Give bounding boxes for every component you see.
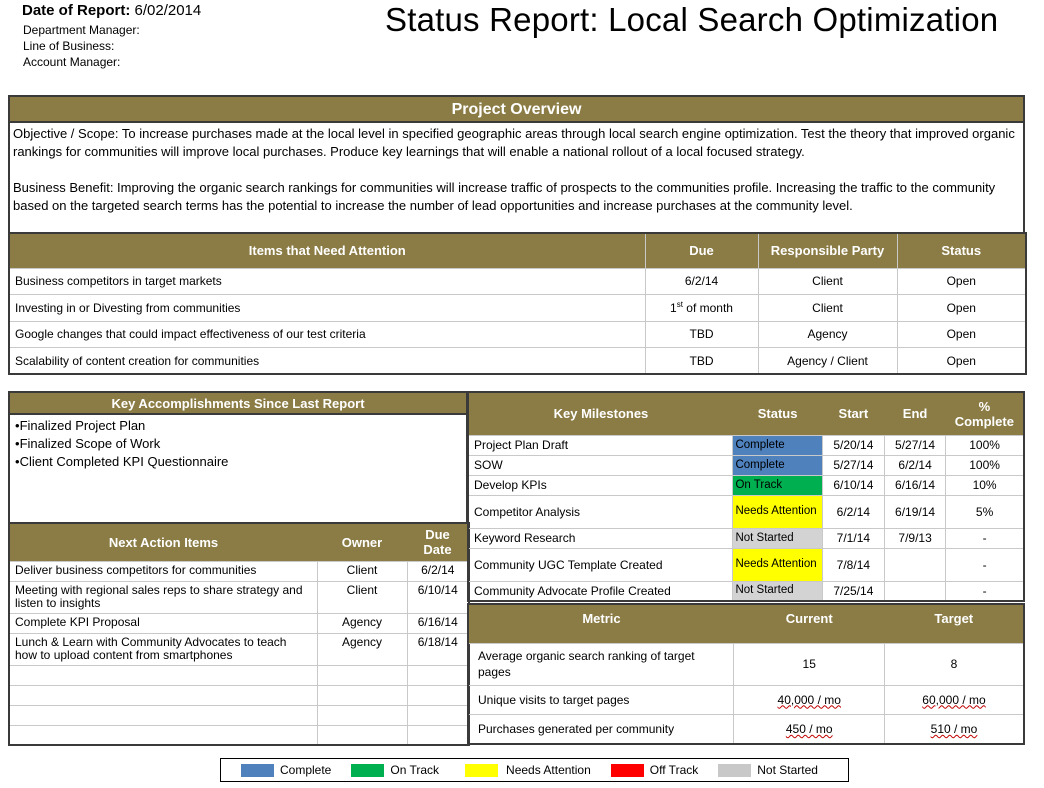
table-row	[9, 321, 1026, 348]
legend-item-not-started	[718, 763, 818, 777]
milestone-start: 6/10/14	[822, 475, 884, 495]
table-row	[468, 475, 1024, 495]
objective-scope-text: Objective / Scope: To increase purchases made at the local level in specified geographic areas through local search engine optimization. Test the theory that improved organic rankings for communities will improve local purchases. Produce key learnings that will enable a national rollout of a local focused strategy.	[13, 126, 1015, 159]
next-actions-table	[8, 522, 470, 746]
table-row	[468, 528, 1024, 548]
action-due	[407, 725, 469, 745]
attention-header-item: Items that Need Attention	[9, 233, 645, 268]
legend-item-complete	[241, 763, 331, 777]
metric-current-value: 40,000 / mo	[777, 692, 841, 707]
metric-target: 8	[884, 643, 1024, 685]
table-row	[468, 714, 1024, 744]
milestones-header-start: Start	[838, 406, 869, 422]
milestone-end: 6/19/14	[884, 495, 945, 528]
list-item: • Client Completed KPI Questionnaire	[15, 453, 466, 471]
action-owner	[317, 705, 407, 725]
attention-party: Agency / Client	[758, 348, 897, 375]
attention-header-status: Status	[897, 233, 1026, 268]
action-due	[407, 705, 469, 725]
table-row	[468, 685, 1024, 714]
action-owner: Agency	[317, 633, 407, 665]
milestone-percent: 5%	[946, 495, 1024, 528]
due-number: 1	[670, 301, 677, 316]
metric-target	[884, 685, 1024, 714]
status-legend	[220, 758, 849, 782]
metric-name: Purchases generated per community	[468, 714, 734, 744]
table-row	[9, 581, 469, 613]
action-item	[9, 725, 317, 745]
legend-swatch	[351, 764, 384, 777]
milestone-start: 7/1/14	[822, 528, 884, 548]
actions-header-row	[9, 523, 469, 561]
legend-label: On Track	[390, 763, 440, 777]
milestone-status: Not Started	[733, 581, 822, 601]
action-item: Deliver business competitors for communities	[9, 561, 317, 581]
attention-item: Scalability of content creation for communities	[9, 348, 645, 375]
action-owner	[317, 685, 407, 705]
milestone-start: 6/2/14	[822, 495, 884, 528]
table-row	[468, 435, 1024, 455]
attention-header-row	[9, 233, 1026, 268]
action-due	[407, 665, 469, 685]
milestone-end	[884, 548, 945, 581]
action-item	[9, 665, 317, 685]
action-due: 6/16/14	[407, 613, 469, 633]
table-row	[468, 581, 1024, 601]
attention-item: Investing in or Divesting from communities	[9, 295, 645, 322]
table-row	[468, 548, 1024, 581]
legend-label: Needs Attention	[506, 763, 591, 777]
milestone-name: Community UGC Template Created	[468, 548, 733, 581]
attention-party: Client	[758, 268, 897, 295]
action-item	[9, 685, 317, 705]
line-of-business-label: Line of Business:	[23, 39, 115, 53]
attention-status: Open	[897, 295, 1026, 322]
metrics-header-metric: Metric	[582, 611, 621, 626]
project-overview-panel	[8, 95, 1025, 236]
legend-swatch	[465, 764, 498, 777]
milestone-status: Not Started	[733, 528, 822, 548]
milestone-status: Needs Attention	[733, 548, 822, 581]
attention-due: 6/2/14	[645, 268, 758, 295]
accomplishments-list	[10, 417, 466, 471]
action-due	[407, 685, 469, 705]
metric-name: Average organic search ranking of target pages	[468, 643, 734, 685]
metric-current	[734, 685, 885, 714]
metric-current-value: 450 / mo	[785, 721, 833, 736]
milestone-name: SOW	[468, 455, 733, 475]
metric-current	[734, 714, 885, 744]
actions-header-due: Due Date	[423, 527, 452, 558]
metrics-table	[467, 603, 1025, 745]
action-due: 6/10/14	[407, 581, 469, 613]
milestone-percent: -	[946, 528, 1024, 548]
legend-swatch	[611, 764, 644, 777]
milestone-name: Develop KPIs	[468, 475, 733, 495]
action-owner	[317, 725, 407, 745]
milestone-percent: -	[946, 548, 1024, 581]
table-row	[9, 348, 1026, 375]
milestone-start: 7/25/14	[822, 581, 884, 601]
report-date	[22, 2, 201, 20]
milestone-status: Needs Attention	[733, 495, 822, 528]
action-owner: Client	[317, 581, 407, 613]
legend-swatch	[241, 764, 274, 777]
legend-label: Complete	[280, 763, 332, 777]
attention-due	[645, 295, 758, 322]
list-item: • Finalized Scope of Work	[15, 435, 466, 453]
list-item: • Finalized Project Plan	[15, 417, 466, 435]
action-due: 6/18/14	[407, 633, 469, 665]
due-superscript: st	[676, 300, 683, 310]
report-date-value: 6/02/2014	[134, 2, 202, 19]
table-row	[468, 643, 1024, 685]
action-item: Meeting with regional sales reps to share strategy and listen to insights	[9, 581, 317, 613]
table-row	[468, 455, 1024, 475]
legend-item-off-track	[611, 763, 698, 777]
table-row	[9, 725, 469, 745]
metrics-header-current: Current	[785, 611, 833, 626]
actions-header-item: Next Action Items	[108, 534, 219, 550]
project-overview-heading: Project Overview	[10, 97, 1023, 123]
milestone-end: 7/9/13	[884, 528, 945, 548]
table-row	[9, 665, 469, 685]
attention-party: Client	[758, 295, 897, 322]
legend-label: Off Track	[649, 763, 699, 777]
table-row	[9, 685, 469, 705]
milestones-header-status: Status	[757, 406, 798, 422]
legend-item-on-track	[351, 763, 439, 777]
attention-header-party: Responsible Party	[758, 233, 897, 268]
table-row	[9, 561, 469, 581]
attention-due: TBD	[645, 321, 758, 348]
accomplishments-panel	[8, 391, 468, 524]
due-rest: of month	[682, 301, 733, 316]
milestone-end: 6/16/14	[884, 475, 945, 495]
milestone-percent: 100%	[946, 455, 1024, 475]
milestone-name: Keyword Research	[468, 528, 733, 548]
metric-current: 15	[734, 643, 885, 685]
milestones-table	[467, 391, 1025, 602]
action-owner: Agency	[317, 613, 407, 633]
milestone-name: Project Plan Draft	[468, 435, 733, 455]
milestones-header-end: End	[902, 406, 928, 422]
milestone-percent: 100%	[946, 435, 1024, 455]
milestone-name: Community Advocate Profile Created	[468, 581, 733, 601]
action-item: Complete KPI Proposal	[9, 613, 317, 633]
attention-item: Business competitors in target markets	[9, 268, 645, 295]
attention-status: Open	[897, 321, 1026, 348]
project-overview-body	[10, 123, 1023, 234]
table-row	[468, 495, 1024, 528]
account-manager-label: Account Manager:	[23, 55, 121, 69]
milestone-status: On Track	[733, 475, 822, 495]
action-item: Lunch & Learn with Community Advocates to teach how to upload content from smartphones	[9, 633, 317, 665]
milestone-start: 7/8/14	[822, 548, 884, 581]
legend-swatch	[718, 764, 751, 777]
milestone-percent: -	[946, 581, 1024, 601]
attention-table	[8, 232, 1027, 375]
attention-party: Agency	[758, 321, 897, 348]
legend-item-needs-attention	[465, 763, 591, 777]
attention-item: Google changes that could impact effectiveness of our test criteria	[9, 321, 645, 348]
metric-target-value: 510 / mo	[930, 721, 978, 736]
milestone-end: 6/2/14	[884, 455, 945, 475]
table-row	[9, 268, 1026, 295]
metric-target-value: 60,000 / mo	[922, 692, 986, 707]
milestone-start: 5/20/14	[822, 435, 884, 455]
table-row	[9, 295, 1026, 322]
action-due: 6/2/14	[407, 561, 469, 581]
milestone-status: Complete	[733, 455, 822, 475]
department-manager-label: Department Manager:	[23, 23, 140, 37]
table-row	[9, 633, 469, 665]
milestone-end: 5/27/14	[884, 435, 945, 455]
accomplishments-heading: Key Accomplishments Since Last Report	[10, 393, 466, 415]
metrics-header-row	[468, 604, 1024, 643]
action-owner: Client	[317, 561, 407, 581]
milestone-end	[884, 581, 945, 601]
milestone-name: Competitor Analysis	[468, 495, 733, 528]
attention-status: Open	[897, 348, 1026, 375]
table-row	[9, 705, 469, 725]
table-row	[9, 613, 469, 633]
milestones-header-name: Key Milestones	[553, 406, 649, 422]
business-benefit-text: Business Benefit: Improving the organic search rankings for communities will increase traffic of prospects to the communities profile. Increasing the traffic to the community based on the targeted search terms has the potential to increase the number of lead opportunities and increase purchases at the community level.	[13, 180, 996, 213]
metric-name: Unique visits to target pages	[468, 685, 734, 714]
actions-header-owner: Owner	[341, 534, 383, 550]
page-title: Status Report: Local Search Optimization	[385, 1, 999, 38]
metric-target	[884, 714, 1024, 744]
attention-header-due: Due	[645, 233, 758, 268]
attention-due: TBD	[645, 348, 758, 375]
milestone-start: 5/27/14	[822, 455, 884, 475]
metrics-header-target: Target	[934, 611, 974, 626]
action-owner	[317, 665, 407, 685]
attention-status: Open	[897, 268, 1026, 295]
action-item	[9, 705, 317, 725]
milestones-header-row	[468, 392, 1024, 435]
milestone-percent: 10%	[946, 475, 1024, 495]
report-date-label: Date of Report:	[22, 2, 131, 19]
milestones-header-complete: % Complete	[954, 398, 1014, 429]
legend-label: Not Started	[757, 763, 818, 777]
milestone-status: Complete	[733, 435, 822, 455]
